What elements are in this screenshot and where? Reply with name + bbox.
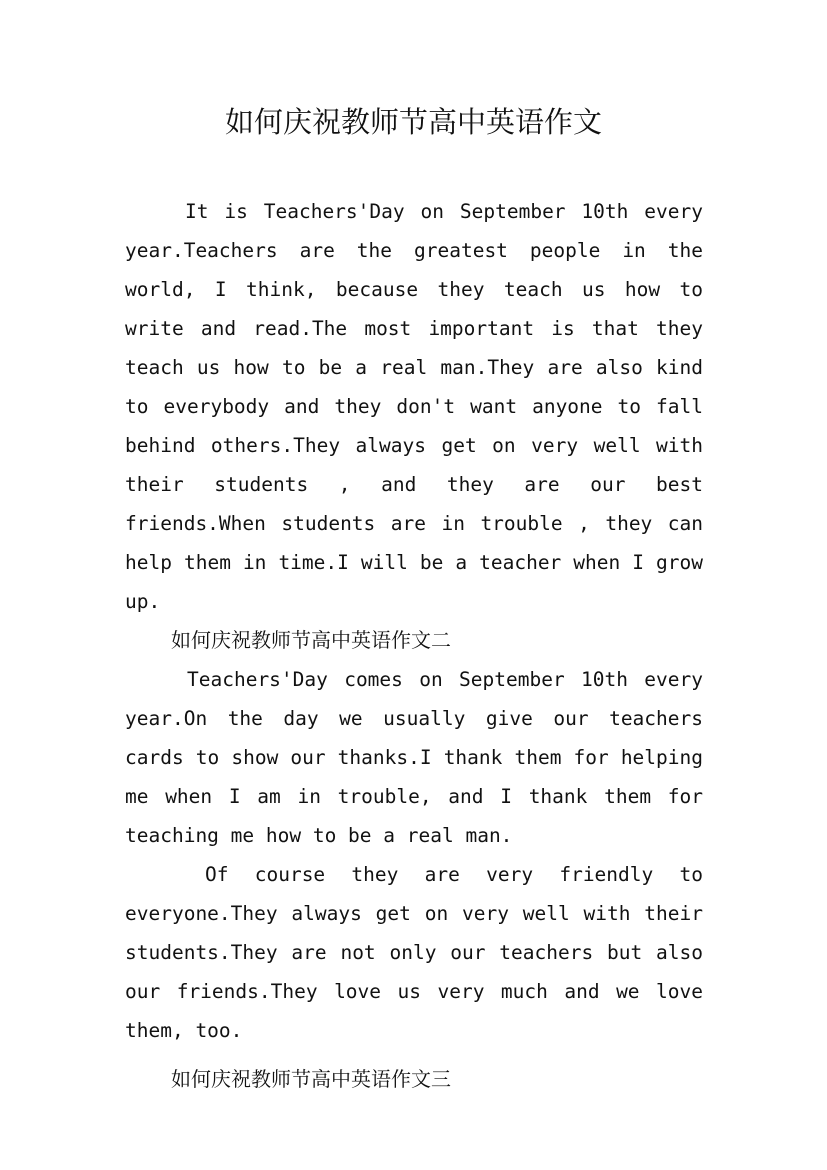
- document-title: 如何庆祝教师节高中英语作文: [224, 105, 602, 139]
- section-heading-2: 如何庆祝教师节高中英语作文二: [171, 628, 451, 652]
- document-body: [125, 192, 703, 1099]
- spacer: [125, 1050, 703, 1060]
- paragraph-2: Teachers'Day comes on September 10th every year.On the day we usually give our teachers cards to show our thanks.I thank them for helping me when I am in trouble, and I thank them for teaching me how to be a real man.: [125, 668, 703, 847]
- paragraph-1: It is Teachers'Day on September 10th every year.Teachers are the greatest people in the world, I think, because they teach us how to write and read.The most important is that they teach us how to be a real man.They are also kind to everybody and they don't want anyone to fall behind others.They always get on very well with their students , and they are our best friends.When students are in trouble , they can help them in time.I will be a teacher when I grow up.: [125, 200, 703, 613]
- paragraph-3: Of course they are very friendly to everyone.They always get on very well with their students.They are not only our teachers but also our friends.They love us very much and we love them, too.: [125, 863, 703, 1042]
- section-heading-3: 如何庆祝教师节高中英语作文三: [171, 1067, 451, 1091]
